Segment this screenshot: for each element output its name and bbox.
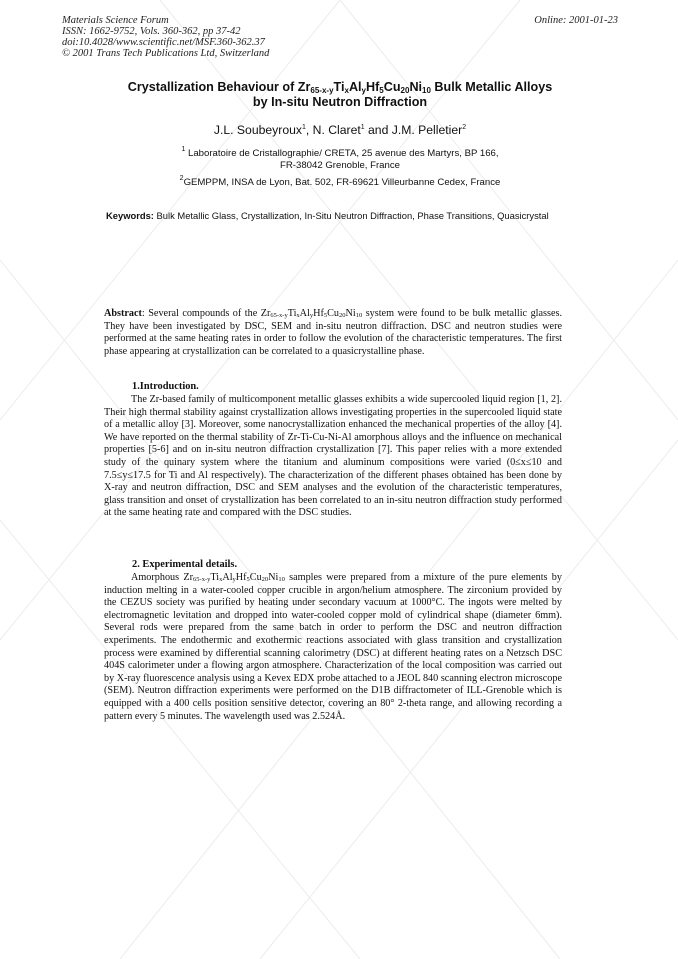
author-list: J.L. Soubeyroux$^1$, N. Claret$^1$ and J.M. Pelletier$^2$ — [213, 123, 467, 137]
title-line-2: by In-situ Neutron Diffraction — [252, 95, 428, 109]
abstract-label: Abstract — [104, 308, 142, 319]
abstract: Abstract: Several compounds of the $Zr_{65-x-y}Ti_xAl_yHf_5Cu_{20}Ni_{10}$ system were found to be bulk metallic glasses. They have been investigated by DSC, SEM and in-situ neutron diffraction. DSC and neutron studies were performed at the same heating rates in order to follow the evolution of the characteristic temperatures. The first phase appearing at crystallization can be correlated to a quasicrystalline phase. — [104, 308, 562, 357]
journal-header — [62, 15, 618, 59]
online-date: Online: 2001-01-23 — [534, 15, 618, 26]
paper-title — [60, 80, 620, 110]
keywords — [106, 210, 566, 222]
keywords-label: Keywords: — [106, 210, 154, 221]
section-heading-introduction: 1.Introduction. — [132, 381, 199, 392]
section-heading-experimental: 2. Experimental details. — [132, 559, 238, 570]
copyright-line: © 2001 Trans Tech Publications Ltd, Switzerland — [62, 48, 270, 59]
affiliation-1: $^1$ Laboratoire de Cristallographie/ CRETA, 25 avenue des Martyrs, BP 166, FR-38042 Grenoble, France — [181, 146, 499, 171]
experimental-text: Amorphous $Zr_{65-x-y}Ti_xAl_yHf_5Cu_{20}Ni_{10}$ samples were prepared from a mixture of the pure elements by induction melting in a water-cooled copper crucible in argon/helium atmosphere. The zirconium provided by the CEZUS society was purified by heating under secondary vacuum at 1000°C. The ingots were melted by electromagnetic levitation and dropped into water-cooled copper mold of cylindrical shape (diameter 6mm). Several rods were prepared from the same batch in order to perform the DSC and neutron diffraction experiments. The endothermic and exothermic reactions associated with glass transition and crystallization process were examined by differential scanning calorimetry (DSC) at different heating rates on a Netzsch DSC 404S calorimeter under a flowing argon atmosphere. Characterization of the local composition was carried out by X-ray fluorescence analysis using a Kevex EDX probe attached to a JEOL 840 scanning electron microscope (SEM). Neutron diffraction experiments were performed on the D1B diffractometer of ILL-Grenoble which is equipped with a 400 cells position sensitive detector, covering an 80° 2-theta range, and allowing recording a pattern every 5 minutes. The wavelength used was 2.524Å. — [104, 572, 562, 722]
affiliation-2: $^2$GEMPPM, INSA de Lyon, Bat. 502, FR-69621 Villeurbanne Cedex, France — [179, 175, 501, 188]
title-line-1: Crystallization Behaviour of $Zr_{65-x-y}Ti_xAl_yHf_5Cu_{20}Ni_{10}$ Bulk Metallic Alloys — [127, 80, 553, 95]
introduction-text: The Zr-based family of multicomponent metallic glasses exhibits a wide supercooled liquid region [1, 2]. Their high thermal stability against crystallization allows investigating properties in the supercooled liquid state of a metallic alloy [3]. Moreover, some nanocrystallization enhanced the mechanical properties of the alloy [4]. We have reported on the thermal stability of Zr-Ti-Cu-Ni-Al amorphous alloys and the influence on mechanical properties [5-6] and on in-situ neutron diffraction crystallization [7]. This paper relies with a more extended study of the quinary system where the titanium and aluminum compositions were varied (0≤x≤10 and 7.5≤y≤17.5 for Ti and Al respectively). The characterization of the different phases obtained has been done by X-ray and neutron diffraction, DSC and SEM analyses and the evolution of the characteristic temperatures, glass transition and onset of crystallization has been correlated to an in-situ neutron diffraction study performed at the same heating rate and compared with the DSC studies. — [104, 394, 562, 519]
issn-line: ISSN: 1662-9752, Vols. 360-362, pp 37-42 — [62, 26, 241, 37]
doi-line: doi:10.4028/www.scientific.net/MSF.360-362.37 — [62, 37, 265, 48]
journal-name: Materials Science Forum — [62, 15, 169, 26]
keywords-text: Bulk Metallic Glass, Crystallization, In-Situ Neutron Diffraction, Phase Transitions, Quasicrystal — [156, 210, 549, 221]
